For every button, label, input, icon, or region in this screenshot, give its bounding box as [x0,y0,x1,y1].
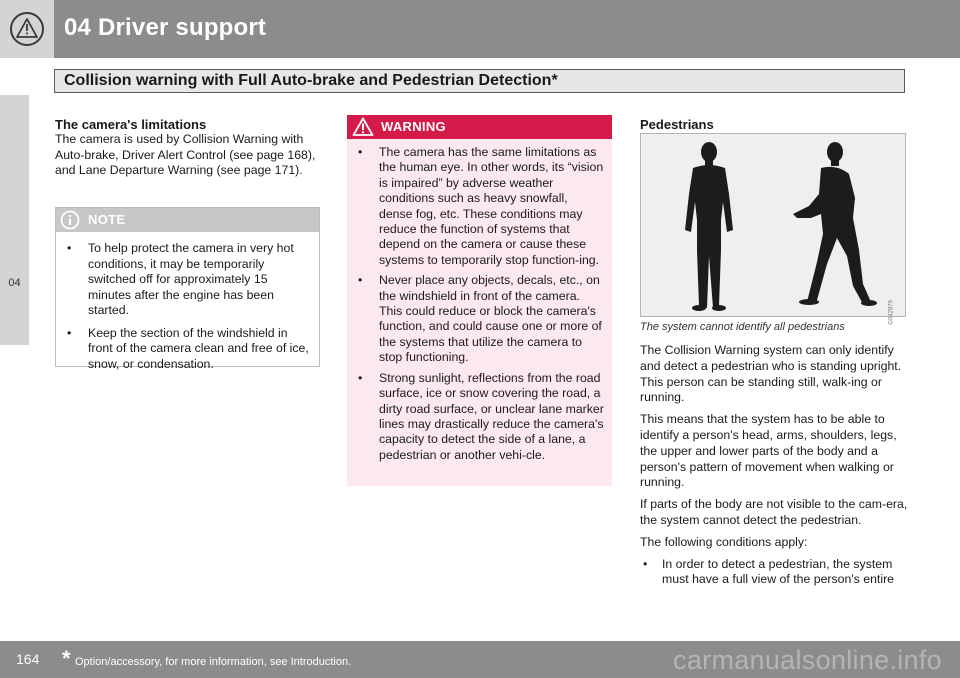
note-list [56,232,319,372]
bullet: • [643,556,648,571]
page-footer [0,641,960,678]
warning-header [347,115,612,139]
note-item [64,326,311,373]
footnote-text: Option/accessory, for more information, see Introduction. [75,656,352,668]
warning-list [347,139,612,463]
note-item [64,241,311,319]
pedestrian-figure [640,133,906,325]
warning-triangle-icon [9,11,45,47]
conditions-list [640,557,908,589]
warning-item-text: Never place any objects, decals, etc., on the windshield in front of the camera. This could reduce or block the camera's function, and could cause one or more of the systems that utilize the camera to stop functioning. [379,273,602,365]
figure-caption: The system cannot identify all pedestrians [640,321,845,333]
watermark: carmanualsonline.info [673,645,942,675]
page-number: 164 [16,651,40,667]
warning-label: WARNING [381,119,446,134]
note-label: NOTE [88,212,126,227]
walking-pedestrian-icon [793,142,877,306]
chapter-side-tab [0,95,29,345]
pedestrians-heading: Pedestrians [640,117,714,132]
camera-limitations-body: The camera is used by Collision Warning with Auto-brake, Driver Alert Control (see page 168), and Lane Departure Warning (see page 171). [55,132,316,178]
bullet: • [358,370,363,385]
paragraph: This means that the system has to be able to identify a person's head, arms, shoulders, legs, the upper and lower parts of the body and a person's pattern of movement when walking or running. [640,412,897,490]
camera-limitations [55,117,321,179]
paragraph: The Collision Warning system can only identify and detect a pedestrian who is standing upright. This person can be standing still, walk-ing or running. [640,343,902,405]
pedestrian-silhouettes-illustration [641,134,905,316]
note-box [55,207,320,371]
info-icon [60,210,80,230]
warning-item [355,145,604,268]
figure-code: G042879 [889,300,895,325]
note-item-text: Keep the section of the windshield in front of the camera clean and free of ice, snow, or condensation. [88,325,309,371]
camera-limitations-heading: The camera's limitations [55,117,207,132]
chapter-header [0,0,960,58]
bullet: • [67,325,72,340]
condition-item [640,557,908,589]
chapter-icon-box [0,0,54,58]
footnote-asterisk: * [62,646,71,671]
paragraph: The following conditions apply: [640,534,808,549]
warning-box [347,115,612,486]
warning-item [355,273,604,365]
standing-pedestrian-icon [685,142,733,311]
paragraph: If parts of the body are not visible to the cam-era, the system cannot detect the pedestrian. [640,497,908,527]
note-header [56,208,319,232]
side-tab-label: 04 [8,277,21,289]
warning-item [355,371,604,463]
note-item-text: To help protect the camera in very hot conditions, it may be temporarily switched off for approximately 15 minutes after the engine has been started. [88,241,294,317]
warning-triangle-icon [352,117,374,137]
bullet: • [358,145,363,159]
warning-item-text: Strong sunlight, reflections from the road surface, ice or snow covering the road, a dirty road surface, or unclear lane marker lines may drastically reduce the camera's capacity to detect the side of a lane, a pedestrian or another vehi-cle. [379,370,604,462]
condition-item-text: In order to detect a pedestrian, the system must have a full view of the person's entire [662,556,895,587]
pedestrians-section [640,117,907,132]
chapter-title: 04 Driver support [64,14,267,41]
pedestrians-body [640,343,908,588]
warning-item-text: The camera has the same limitations as the human eye. In other words, its “vision is impaired” by adverse weather conditions such as heavy snowfall, dense fog, etc. These conditions may reduce the function of systems that depend on the camera or cause these systems to temporarily stop function-ing. [379,145,604,267]
bullet: • [358,273,363,288]
section-title: Collision warning with Full Auto-brake and Pedestrian Detection* [54,69,905,93]
bullet: • [67,241,72,255]
